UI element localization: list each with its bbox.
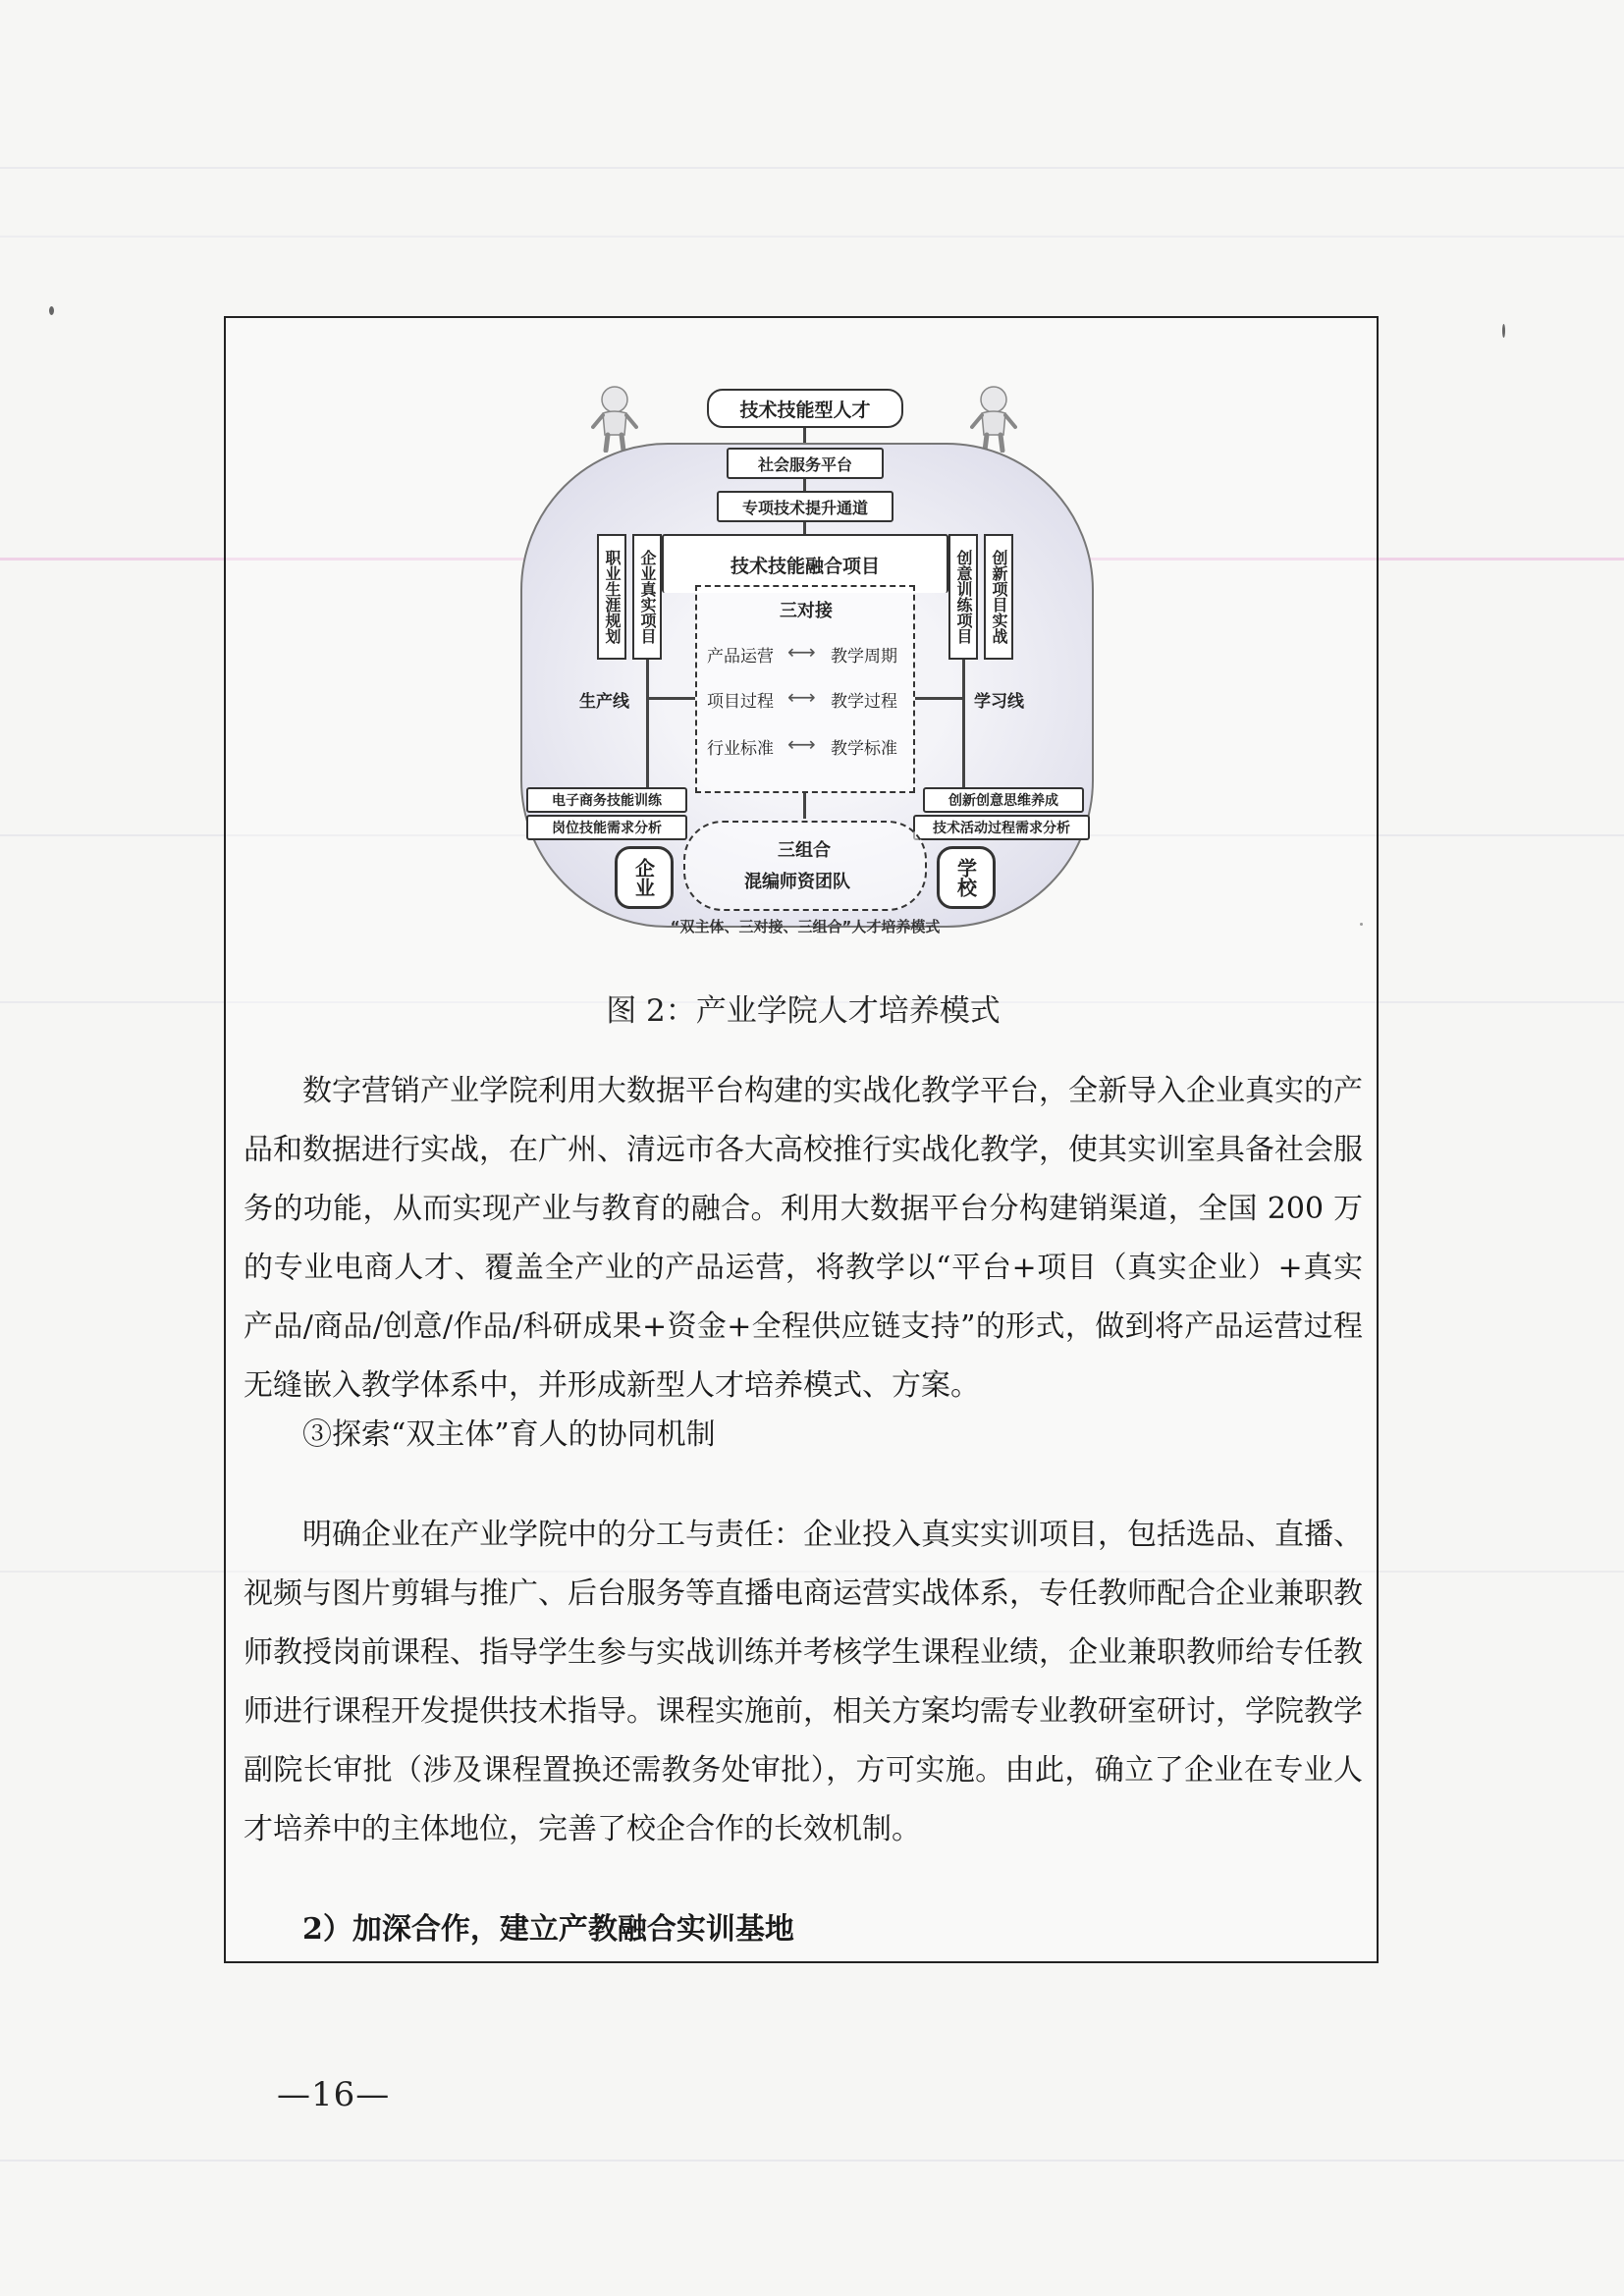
career-planning-box: 职业生涯规划	[597, 534, 626, 660]
tech-upgrade-channel-box: 专项技术提升通道	[717, 491, 893, 522]
dust-speck	[1502, 324, 1505, 338]
talent-model-diagram	[520, 330, 1090, 938]
mixed-faculty-team-label: 混编师资团队	[744, 872, 850, 892]
school-label: 学校	[953, 858, 978, 897]
connector-line	[803, 522, 806, 534]
learning-line-label: 学习线	[974, 692, 1024, 712]
social-service-platform-box: 社会服务平台	[727, 448, 884, 479]
paragraph-2: 明确企业在产业学院中的分工与责任：企业投入真实实训项目，包括选品、直播、视频与图片剪辑与推广、后台服务等直播电商运营实战体系，专任教师配合企业兼职教师教授岗前课程、指导学生参与实战训练并考核学生课程业绩，企业兼职教师给专任教师进行课程开发提供技术指导。课程实施前，相关方案均需专业教研室研讨，学院教学副院长审批（涉及课程置换还需教务处审批），方可实施。由此，确立了企业在专业人才培养中的主体地位，完善了校企合作的长效机制。	[244, 1518, 1363, 1846]
scan-line	[0, 236, 1624, 238]
dock-left-1: 产品运营	[707, 647, 774, 667]
job-skill-analysis-box: 岗位技能需求分析	[526, 815, 687, 840]
paragraph-1: 数字营销产业学院利用大数据平台构建的实战化教学平台，全新导入企业真实的产品和数据进行实战，在广州、清远市各大高校推行实战化教学，使其实训室具备社会服务的功能，从而实现产业与教育的融合。利用大数据平台分构建销渠道，全国 200 万的专业电商人才、覆盖全产业的产品运营，将教学以“平台+项目（真实企业）+真实产品/商品/创意/作品/科研成果+资金+全程供应链支持”的形式，做到将产品运营过程无缝嵌入教学体系中，并形成新型人才培养模式、方案。	[244, 1074, 1363, 1403]
enterprise-box	[615, 846, 674, 909]
creative-thinking-box: 创新创意思维养成	[923, 787, 1084, 813]
dock-left-2: 项目过程	[707, 692, 774, 712]
enterprise-label: 企业	[631, 858, 656, 897]
content-frame	[224, 316, 1379, 1963]
double-arrow-icon: ⟷	[787, 640, 816, 664]
dock-right-1: 教学周期	[831, 647, 897, 667]
production-line-link	[646, 697, 695, 700]
skill-fusion-project-box	[662, 534, 948, 593]
learning-line	[962, 660, 965, 787]
dust-speck	[49, 306, 54, 315]
connector-line	[803, 793, 806, 819]
dock-left-3: 行业标准	[707, 739, 774, 759]
innovation-project-box: 创新项目实战	[984, 534, 1013, 660]
person-figure-icon	[970, 384, 1017, 453]
ecommerce-skill-box: 电子商务技能训练	[526, 787, 687, 813]
scan-line	[0, 167, 1624, 169]
tech-activity-analysis-box: 技术活动过程需求分析	[913, 815, 1090, 840]
person-figure-icon	[591, 384, 638, 453]
dock-right-3: 教学标准	[831, 739, 897, 759]
creative-training-box: 创意训练项目	[948, 534, 978, 660]
double-arrow-icon: ⟷	[787, 732, 816, 756]
section-heading: 2）加深合作，建立产教融合实训基地	[302, 1912, 794, 1947]
three-combination-box	[683, 821, 927, 911]
dock-right-2: 教学过程	[831, 692, 897, 712]
enterprise-real-project-box: 企业真实项目	[632, 534, 662, 660]
skill-fusion-project-label: 技术技能融合项目	[730, 555, 880, 577]
three-docking-title: 三对接	[780, 601, 833, 621]
production-line-label: 生产线	[579, 692, 629, 712]
learning-line-link	[915, 697, 964, 700]
figure-caption: 图 2：产业学院人才培养模式	[606, 993, 1001, 1029]
three-combination-title: 三组合	[778, 840, 831, 861]
page-number: —16—	[277, 2075, 391, 2114]
scan-line	[0, 2160, 1624, 2162]
production-line	[646, 660, 649, 787]
school-box	[937, 846, 996, 909]
subheading-dual-subject: ③探索“双主体”育人的协同机制	[302, 1417, 716, 1452]
double-arrow-icon: ⟷	[787, 685, 816, 709]
talent-top-box: 技术技能型人才	[707, 389, 903, 428]
diagram-inner-caption: “双主体、三对接、三组合”人才培养模式	[670, 918, 941, 935]
connector-line	[803, 479, 806, 491]
